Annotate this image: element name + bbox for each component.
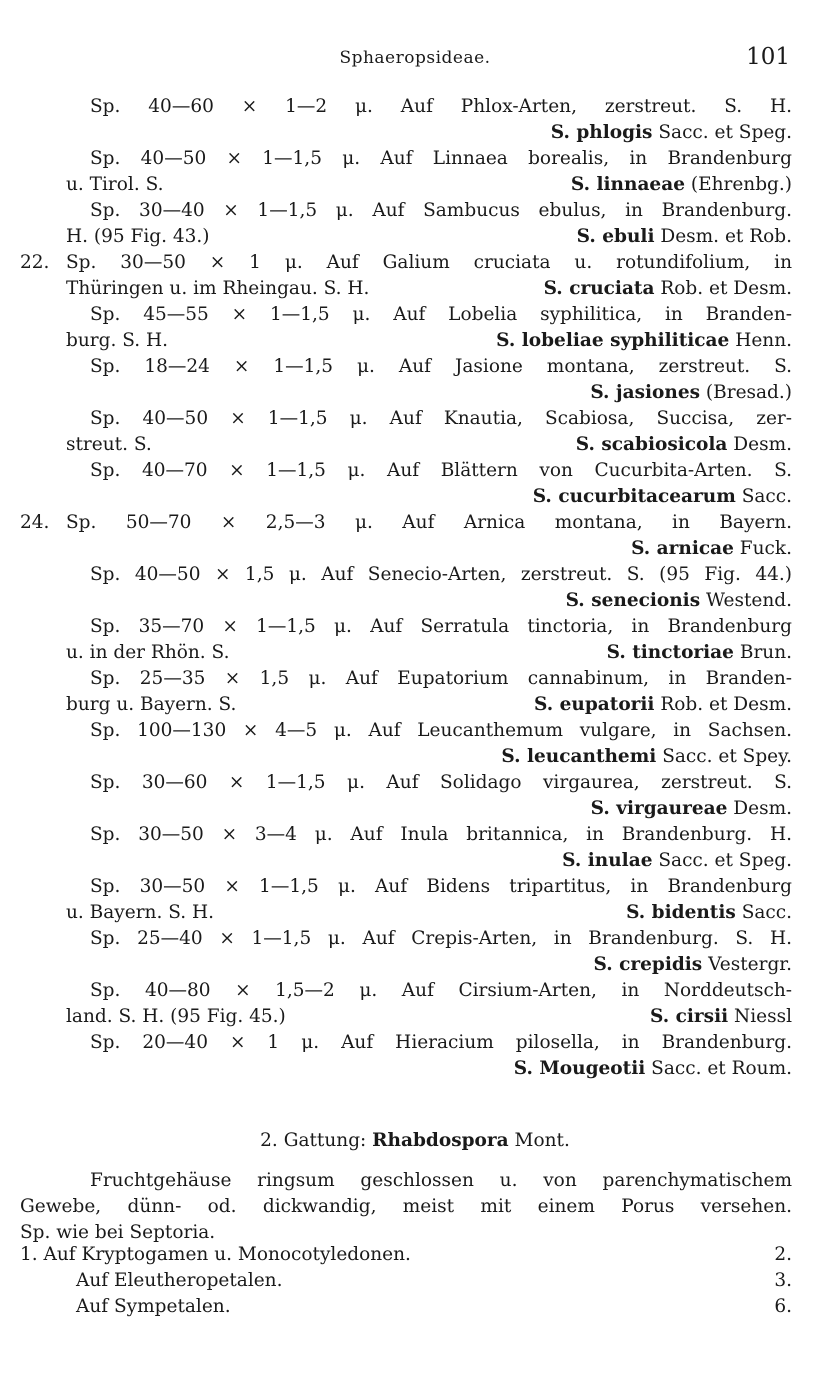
key-label: 1. Auf Kryptogamen u. Monocotyledonen.: [20, 1244, 411, 1265]
species-entry: [0, 978, 830, 1030]
species-line: [0, 796, 830, 822]
species-name-group: [607, 640, 792, 666]
species-authority: Rob. et Desm.: [660, 278, 792, 299]
species-name-group: [571, 172, 792, 198]
species-name: S. lobeliae syphiliticae: [496, 330, 730, 351]
species-line: [0, 536, 830, 562]
species-name: S. arnicae: [631, 538, 734, 559]
species-entry: [0, 562, 830, 614]
entry-description: Sp. 30—50 × 1—1,5 μ. Auf Bidens tripartitus, in Brandenburg: [90, 876, 792, 897]
entry-number: 24.: [20, 512, 50, 533]
species-line: [0, 1056, 830, 1082]
entry-description-cont: [0, 640, 830, 666]
key-row: [20, 1294, 792, 1320]
species-name: S. cirsii: [650, 1006, 729, 1027]
species-entry: [0, 146, 830, 198]
entry-description: Sp. 40—50 × 1—1,5 μ. Auf Linnaea borealis, in Brandenburg: [90, 148, 792, 169]
species-authority: Desm. et Rob.: [660, 226, 792, 247]
key-ref: 6.: [774, 1296, 792, 1317]
species-authority: Desm.: [733, 798, 792, 819]
entry-description: Sp. 40—60 × 1—2 μ. Auf Phlox-Arten, zerstreut. S. H.: [90, 96, 792, 117]
species-line: [0, 952, 830, 978]
entry-description: Sp. 40—80 × 1,5—2 μ. Auf Cirsium-Arten, in Norddeutsch-: [90, 980, 792, 1001]
genus-authority: Mont.: [514, 1130, 570, 1151]
species-name-group: [544, 276, 792, 302]
species-name-group: [514, 1058, 792, 1079]
species-name: S. jasiones: [590, 382, 701, 403]
species-authority: Brun.: [739, 642, 792, 663]
entry-description: Sp. 30—50 × 1 μ. Auf Galium cruciata u. rotundifolium, in: [66, 252, 792, 273]
species-authority: Sacc. et Spey.: [662, 746, 792, 767]
species-name: S. ebuli: [576, 226, 655, 247]
entry-description-cont: [0, 276, 830, 302]
species-entry: [0, 510, 830, 562]
species-name: S. Mougeotii: [513, 1058, 646, 1079]
species-name-group: [576, 432, 792, 458]
species-authority: Vestergr.: [708, 954, 792, 975]
entry-description-cont: [0, 432, 830, 458]
key-ref: 3.: [774, 1270, 792, 1291]
species-name-group: [533, 486, 792, 507]
species-authority: Sacc. et Roum.: [651, 1058, 792, 1079]
key-label: Auf Eleutheropetalen.: [76, 1270, 283, 1291]
entry-locality: land. S. H. (95 Fig. 45.): [66, 1006, 286, 1027]
species-list: [0, 94, 830, 1082]
description-line: Gewebe, dünn- od. dickwandig, meist mit einem Porus versehen.: [20, 1196, 792, 1217]
species-name: S. phlogis: [550, 122, 653, 143]
entry-locality: Thüringen u. im Rheingau. S. H.: [66, 278, 370, 299]
species-line: [0, 484, 830, 510]
genus-heading: [0, 1128, 830, 1154]
entry-description: Sp. 40—50 × 1,5 μ. Auf Senecio-Arten, zerstreut. S. (95 Fig. 44.): [90, 564, 792, 585]
species-entry: [0, 354, 830, 406]
entry-description: Sp. 45—55 × 1—1,5 μ. Auf Lobelia syphilitica, in Branden-: [90, 304, 792, 325]
entry-description-cont: [0, 328, 830, 354]
entry-number: 22.: [20, 252, 50, 273]
species-name: S. virgaureae: [590, 798, 728, 819]
species-authority: (Bresad.): [705, 382, 792, 403]
entry-description: Sp. 20—40 × 1 μ. Auf Hieracium pilosella, in Brandenburg.: [90, 1032, 792, 1053]
species-entry: [0, 198, 830, 250]
species-entry: [0, 822, 830, 874]
species-entry: [0, 666, 830, 718]
entry-locality: streut. S.: [66, 434, 152, 455]
species-name-group: [594, 954, 792, 975]
entry-locality: burg. S. H.: [66, 330, 168, 351]
species-name-group: [562, 850, 792, 871]
species-entry: [0, 458, 830, 510]
species-name: S. linnaeae: [570, 174, 685, 195]
key-row: [20, 1242, 792, 1268]
species-entry: [0, 302, 830, 354]
genus-prefix: 2. Gattung:: [260, 1130, 367, 1151]
species-authority: Fuck.: [739, 538, 792, 559]
page-header: [0, 44, 830, 84]
species-name-group: [591, 798, 792, 819]
entry-description-cont: [0, 692, 830, 718]
species-name-group: [566, 590, 792, 611]
species-name: S. cucurbitacearum: [532, 486, 736, 507]
key-ref: 2.: [774, 1244, 792, 1265]
entry-description: Sp. 40—50 × 1—1,5 μ. Auf Knautia, Scabiosa, Succisa, zer-: [90, 408, 792, 429]
species-entry: [0, 926, 830, 978]
species-name: S. inulae: [562, 850, 653, 871]
species-name: S. tinctoriae: [606, 642, 734, 663]
species-entry: [0, 718, 830, 770]
species-line: [0, 120, 830, 146]
species-authority: Sacc. et Speg.: [658, 122, 792, 143]
entry-locality: u. Bayern. S. H.: [66, 902, 215, 923]
key-label: Auf Sympetalen.: [76, 1296, 231, 1317]
description-line: Sp. wie bei Septoria.: [20, 1222, 216, 1243]
entry-description: Sp. 100—130 × 4—5 μ. Auf Leucanthemum vulgare, in Sachsen.: [90, 720, 792, 741]
species-line: [0, 744, 830, 770]
entry-description-cont: [0, 1004, 830, 1030]
entry-description-cont: [0, 172, 830, 198]
species-name-group: [577, 224, 792, 250]
species-entry: [0, 250, 830, 302]
species-authority: Sacc. et Speg.: [658, 850, 792, 871]
species-line: [0, 848, 830, 874]
entry-description: Sp. 35—70 × 1—1,5 μ. Auf Serratula tinctoria, in Brandenburg: [90, 616, 792, 637]
species-name-group: [496, 328, 792, 354]
genus-name: Rhabdospora: [372, 1130, 509, 1151]
species-authority: Niessl: [734, 1006, 792, 1027]
species-line: [0, 380, 830, 406]
species-entry: [0, 94, 830, 146]
species-name: S. eupatorii: [534, 694, 655, 715]
species-name-group: [590, 382, 792, 403]
species-entry: [0, 1030, 830, 1082]
species-name: S. senecionis: [565, 590, 701, 611]
species-name: S. bidentis: [626, 902, 736, 923]
page-number: 101: [746, 44, 790, 70]
entry-description: Sp. 18—24 × 1—1,5 μ. Auf Jasione montana, zerstreut. S.: [90, 356, 792, 377]
species-entry: [0, 874, 830, 926]
species-entry: [0, 406, 830, 458]
species-name-group: [551, 122, 792, 143]
running-title: Sphaeropsideae.: [339, 48, 491, 68]
entry-description: Sp. 25—40 × 1—1,5 μ. Auf Crepis-Arten, in Brandenburg. S. H.: [90, 928, 792, 949]
species-name: S. crepidis: [593, 954, 703, 975]
genus-description: [20, 1168, 792, 1246]
species-name-group: [631, 538, 792, 559]
entry-locality: H. (95 Fig. 43.): [66, 226, 210, 247]
species-authority: Henn.: [735, 330, 792, 351]
species-authority: Sacc.: [741, 486, 792, 507]
entry-locality: u. Tirol. S.: [66, 174, 164, 195]
identification-key: [20, 1242, 792, 1320]
species-name-group: [650, 1004, 792, 1030]
species-authority: Westend.: [706, 590, 792, 611]
entry-description-cont: [0, 900, 830, 926]
species-entry: [0, 770, 830, 822]
entry-description-cont: [0, 224, 830, 250]
entry-description: Sp. 50—70 × 2,5—3 μ. Auf Arnica montana, in Bayern.: [66, 512, 792, 533]
entry-description: Sp. 40—70 × 1—1,5 μ. Auf Blättern von Cucurbita-Arten. S.: [90, 460, 792, 481]
key-row: [20, 1268, 792, 1294]
entry-locality: burg u. Bayern. S.: [66, 694, 237, 715]
entry-description: Sp. 30—50 × 3—4 μ. Auf Inula britannica, in Brandenburg. H.: [90, 824, 792, 845]
species-authority: Rob. et Desm.: [660, 694, 792, 715]
species-authority: Sacc.: [741, 902, 792, 923]
description-line: Fruchtgehäuse ringsum geschlossen u. von parenchymatischem: [90, 1170, 792, 1191]
species-name-group: [501, 746, 792, 767]
species-line: [0, 588, 830, 614]
entry-description: Sp. 25—35 × 1,5 μ. Auf Eupatorium cannabinum, in Branden-: [90, 668, 792, 689]
species-authority: Desm.: [733, 434, 792, 455]
species-entry: [0, 614, 830, 666]
species-name-group: [534, 692, 792, 718]
species-name-group: [626, 900, 792, 926]
entry-description: Sp. 30—40 × 1—1,5 μ. Auf Sambucus ebulus, in Brandenburg.: [90, 200, 792, 221]
species-name: S. scabiosicola: [575, 434, 728, 455]
genus-section: [0, 1128, 830, 1243]
entry-locality: u. in der Rhön. S.: [66, 642, 230, 663]
species-name: S. leucanthemi: [501, 746, 657, 767]
species-authority: (Ehrenbg.): [690, 174, 792, 195]
entry-description: Sp. 30—60 × 1—1,5 μ. Auf Solidago virgaurea, zerstreut. S.: [90, 772, 792, 793]
species-name: S. cruciata: [543, 278, 655, 299]
